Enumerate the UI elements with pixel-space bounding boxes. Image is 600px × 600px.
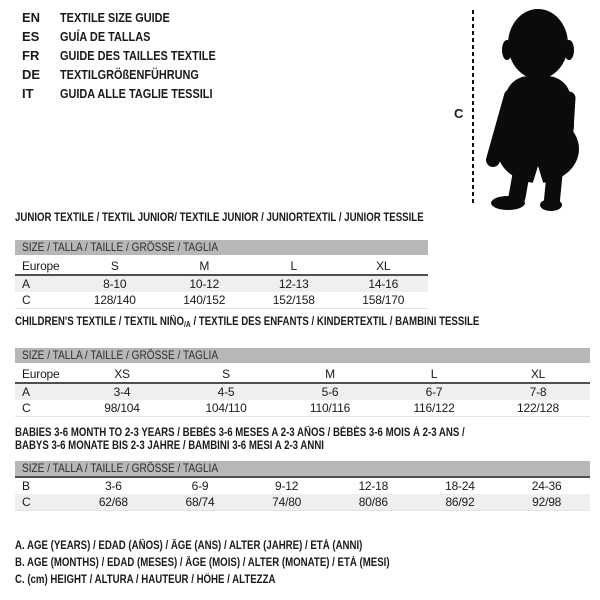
junior-textile-section <box>15 212 428 309</box>
row-label: C <box>15 494 70 511</box>
table-cell: S <box>70 257 160 275</box>
legend-line <box>15 572 461 589</box>
language-code: DE <box>22 67 41 82</box>
table-cell: 140/152 <box>160 292 250 309</box>
row-label: A <box>22 385 30 399</box>
babies-size-table <box>15 478 590 511</box>
table-cell: M <box>278 365 382 383</box>
row-label: B <box>22 479 30 493</box>
table-cell: M <box>160 257 250 275</box>
table-cell: 18-24 <box>445 479 475 493</box>
table-cell: L <box>382 365 486 383</box>
legend-line <box>15 538 461 555</box>
row-label: A <box>22 277 30 291</box>
table-cell: 4-5 <box>217 385 235 399</box>
table-cell: 68/74 <box>157 494 244 511</box>
table-row <box>15 292 428 309</box>
junior-table-title: JUNIOR TEXTILE / TEXTIL JUNIOR/ TEXTILE JUNIOR / JUNIORTEXTIL / JUNIOR TESSILE <box>15 212 424 224</box>
table-cell: 5-6 <box>321 385 339 399</box>
table-cell: 104/110 <box>174 400 278 417</box>
table-cell: S <box>174 365 278 383</box>
table-cell: 116/122 <box>382 400 486 417</box>
legend-text: B. AGE (MONTHS) / EDAD (MESES) / ÂGE (MOIS) / ALTER (MONATE) / ETÀ (MESI) <box>15 557 390 569</box>
legend-text: C. (cm) HEIGHT / ALTURA / HAUTEUR / HÖHE / ALTEZZA <box>15 574 276 586</box>
table-cell: 3-4 <box>113 385 131 399</box>
language-code: EN <box>22 10 41 25</box>
babies-textile-section <box>15 427 590 511</box>
row-label: C <box>15 400 70 417</box>
table-cell: 98/104 <box>70 400 174 417</box>
size-header-bar: SIZE / TALLA / TAILLE / GRÖSSE / TAGLIA <box>15 461 590 478</box>
language-row <box>22 46 245 65</box>
language-guide-title: GUÍA DE TALLAS <box>60 29 151 44</box>
table-cell: 158/170 <box>339 292 429 309</box>
language-code: IT <box>22 86 34 101</box>
language-guide-title: TEXTILE SIZE GUIDE <box>60 10 170 25</box>
babies-table-title: BABIES 3-6 MONTH TO 2-3 YEARS / BEBÉS 3-6 MESES A 2-3 AÑOS / BÉBÉS 3-6 MOIS À 2-3 ANS / BABYS 3-6 MONATE BIS 2-3 JAHRE / BAMBINI 3-6 MESI A 2-3 ANNI <box>15 427 465 452</box>
height-measure-dashed-line <box>472 10 474 206</box>
junior-size-table <box>15 257 428 309</box>
table-cell: 74/80 <box>243 494 330 511</box>
table-cell: 6-7 <box>425 385 443 399</box>
language-code: ES <box>22 29 40 44</box>
table-cell: 6-9 <box>191 479 209 493</box>
row-label: C <box>15 292 70 309</box>
table-cell: 12-13 <box>278 277 309 291</box>
table-cell: 24-36 <box>531 479 562 493</box>
children-size-table <box>15 365 590 417</box>
legend-text: A. AGE (YEARS) / EDAD (AÑOS) / ÂGE (ANS) / ALTER (JAHRE) / ETÀ (ANNI) <box>15 540 363 552</box>
children-table-title: CHILDREN'S TEXTILE / TEXTIL $NIÑO_{/A}$ / TEXTILE DES ENFANTS / KINDERTEXTIL / BAMBINI TESSILE <box>15 316 480 329</box>
row-label: Europe <box>15 365 70 383</box>
size-header-bar: SIZE / TALLA / TAILLE / GRÖSSE / TAGLIA <box>15 348 590 363</box>
table-cell: 10-12 <box>189 277 220 291</box>
table-cell: L <box>249 257 339 275</box>
table-cell: 12-18 <box>358 479 389 493</box>
table-cell: 92/98 <box>503 494 590 511</box>
table-row <box>15 478 590 494</box>
table-cell: 8-10 <box>103 277 127 291</box>
table-cell: 110/116 <box>278 400 382 417</box>
table-cell: 86/92 <box>417 494 504 511</box>
language-code: FR <box>22 48 40 63</box>
table-cell: 9-12 <box>275 479 299 493</box>
table-row <box>15 365 590 383</box>
table-cell: 128/140 <box>70 292 160 309</box>
table-cell: 3-6 <box>104 479 122 493</box>
table-row <box>15 400 590 417</box>
table-row <box>15 275 428 292</box>
table-cell: XL <box>339 257 429 275</box>
height-measure-label: C <box>454 106 464 121</box>
size-header-bar: SIZE / TALLA / TAILLE / GRÖSSE / TAGLIA <box>15 240 428 255</box>
table-cell: XL <box>486 365 590 383</box>
language-row <box>22 27 245 46</box>
table-row <box>15 494 590 511</box>
language-row <box>22 8 245 27</box>
table-cell: 14-16 <box>368 277 399 291</box>
table-cell: 62/68 <box>70 494 157 511</box>
table-row <box>15 257 428 275</box>
children-textile-section <box>15 316 590 417</box>
language-guide-title: TEXTILGRÖßENFÜHRUNG <box>60 67 199 82</box>
measure-legend <box>15 538 461 589</box>
language-title-list <box>22 8 245 103</box>
language-guide-title: GUIDA ALLE TAGLIE TESSILI <box>60 86 213 101</box>
table-cell: 122/128 <box>486 400 590 417</box>
toddler-silhouette <box>480 4 596 214</box>
language-row <box>22 84 245 103</box>
table-row <box>15 383 590 400</box>
language-guide-title: GUIDE DES TAILLES TEXTILE <box>60 48 216 63</box>
legend-line <box>15 555 461 572</box>
language-row <box>22 65 245 84</box>
table-cell: 80/86 <box>330 494 417 511</box>
row-label: Europe <box>15 257 70 275</box>
table-cell: XS <box>70 365 174 383</box>
table-cell: 7-8 <box>529 385 547 399</box>
table-cell: 152/158 <box>249 292 339 309</box>
